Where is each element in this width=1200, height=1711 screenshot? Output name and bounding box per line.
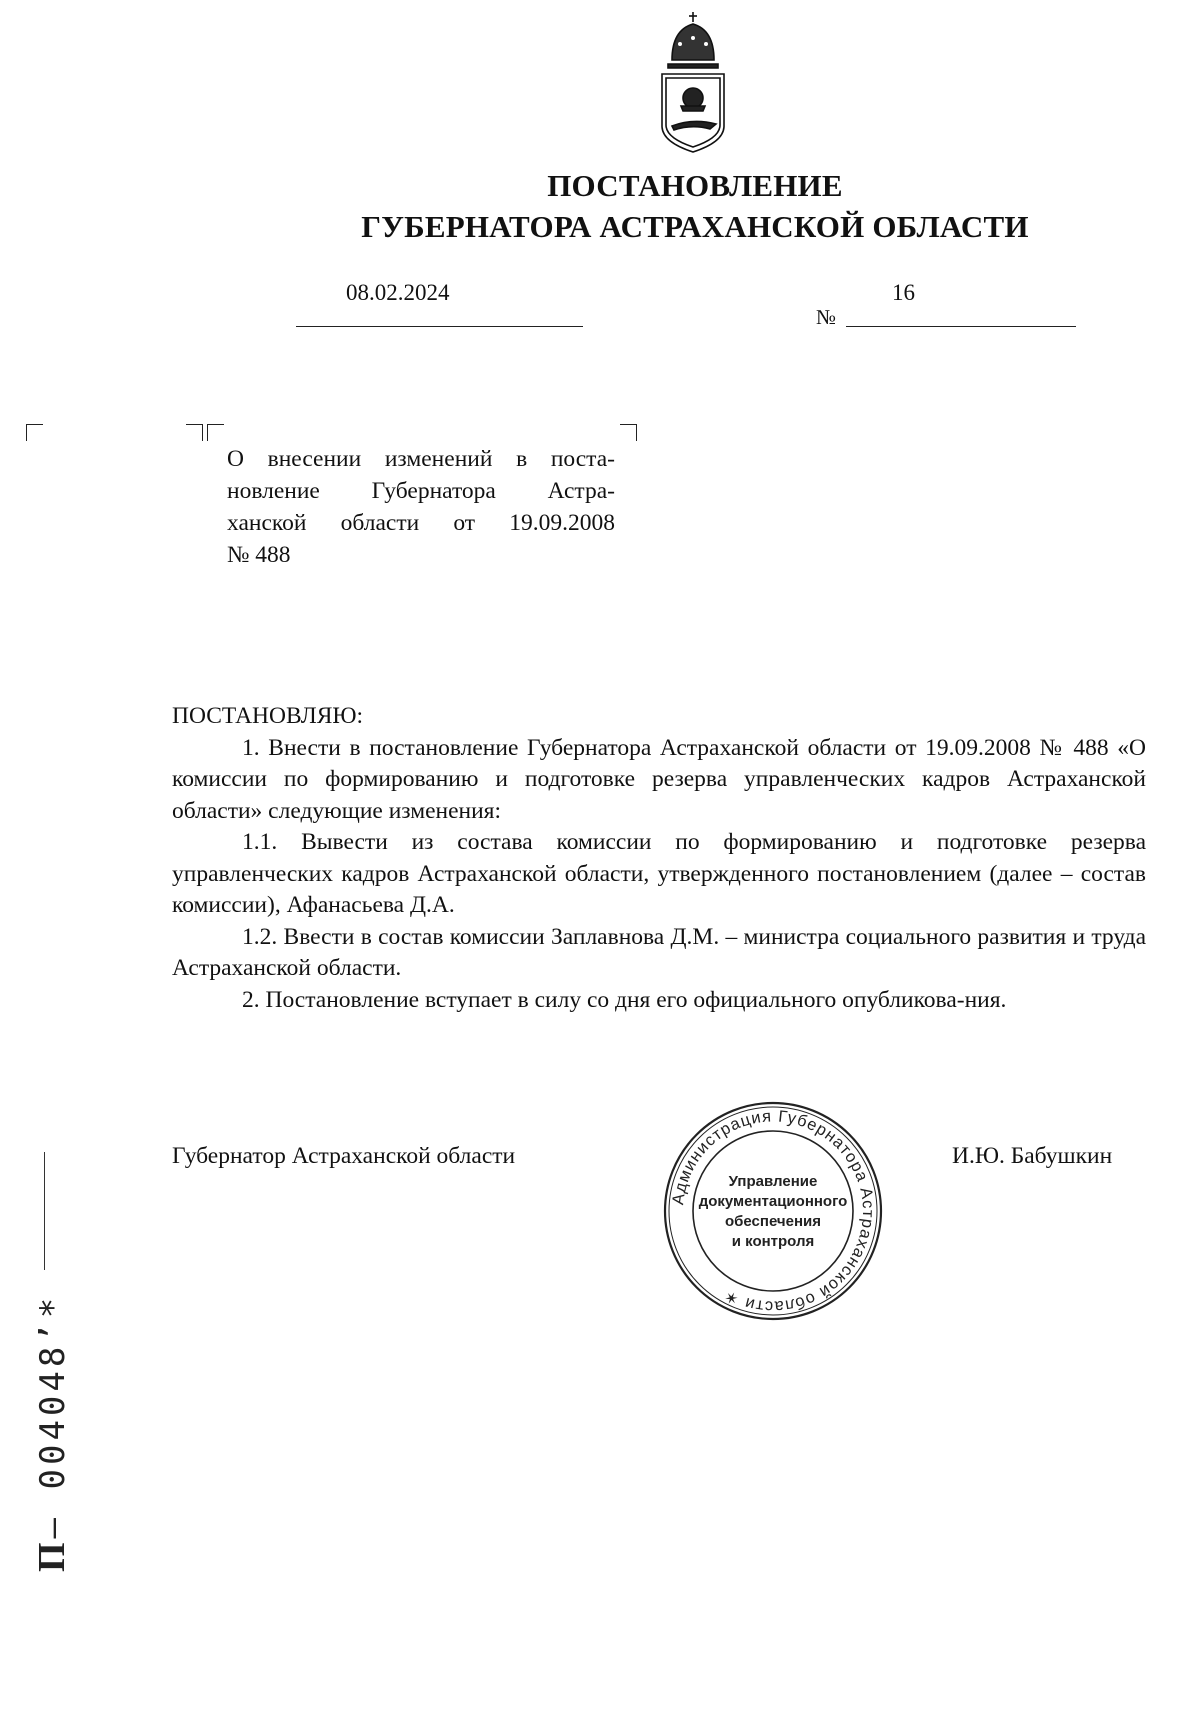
corner-mark-subject-left-a bbox=[186, 424, 203, 441]
svg-text:обеспечения: обеспечения bbox=[724, 1213, 822, 1230]
corner-mark-subject-right bbox=[620, 424, 637, 441]
coat-of-arms-icon bbox=[650, 8, 736, 156]
number-field bbox=[846, 280, 1076, 327]
corner-mark-subject-left-b bbox=[207, 424, 224, 441]
serial-value: – 004048’* bbox=[33, 1293, 73, 1539]
subject-line-2: новление Губернатора Астра- bbox=[227, 478, 615, 504]
svg-text:и контроля: и контроля bbox=[731, 1233, 815, 1250]
document-body bbox=[172, 701, 1146, 1016]
official-stamp bbox=[660, 1098, 886, 1324]
document-title bbox=[0, 165, 1200, 247]
serial-prefix: П bbox=[31, 1538, 73, 1572]
form-serial-number bbox=[30, 1252, 74, 1572]
title-line-1: ПОСТАНОВЛЕНИЕ bbox=[547, 168, 843, 203]
subject-line-4: № 488 bbox=[227, 542, 291, 568]
paragraph-1-2: 1.2. Ввести в состав комиссии Заплавнова Д.М. – министра социального развития и труда Астраханской области. bbox=[172, 923, 1146, 981]
document-number: 16 bbox=[892, 280, 915, 305]
number-sign: № bbox=[816, 305, 837, 329]
document-subject bbox=[227, 443, 615, 571]
paragraph-2: 2. Постановление вступает в силу со дня его официального опубликова-ния. bbox=[242, 986, 1007, 1013]
corner-mark-left bbox=[26, 424, 43, 441]
paragraph-1: 1. Внести в постановление Губернатора Астраханской области от 19.09.2008 № 488 «О комиссии по формированию и подготовке резерва управленческих кадров Астраханской области» следующие изменения: bbox=[172, 734, 1146, 824]
date-field bbox=[296, 280, 583, 327]
signatory-position: Губернатор Астраханской области bbox=[172, 1143, 516, 1169]
svg-text:документационного: документационного bbox=[698, 1193, 848, 1210]
decree-lead: ПОСТАНОВЛЯЮ: bbox=[172, 703, 364, 729]
document-date: 08.02.2024 bbox=[346, 280, 450, 305]
svg-text:Управление: Управление bbox=[728, 1173, 818, 1190]
subject-line-3: ханской области от 19.09.2008 bbox=[227, 510, 615, 536]
title-line-2: ГУБЕРНАТОРА АСТРАХАНСКОЙ ОБЛАСТИ bbox=[361, 209, 1029, 244]
subject-line-1: О внесении изменений в поста- bbox=[227, 446, 615, 472]
signatory-name: И.Ю. Бабушкин bbox=[952, 1143, 1113, 1169]
svg-text:Администрация Губернатора Астр: Администрация Губернатора Астраханской области ✶ bbox=[669, 1107, 878, 1316]
paragraph-1-1: 1.1. Вывести из состава комиссии по формированию и подготовке резерва управленческих кадров Астраханской области, утвержденного постановлением (далее – состав комиссии), Афанасьева Д.А. bbox=[172, 829, 1146, 918]
